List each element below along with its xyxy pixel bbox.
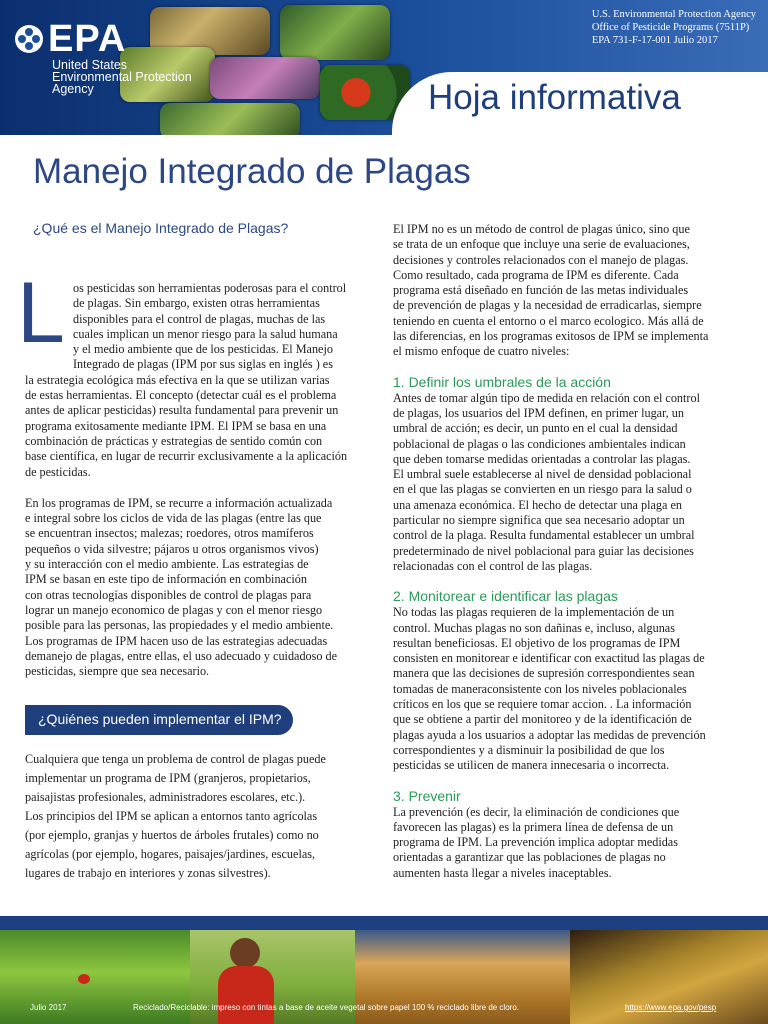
footer-recycle-note: Reciclado/Reciclable: impreso con tintas a base de aceite vegetal sobre papel 100 % reciclado libre de cloro. bbox=[133, 1003, 519, 1012]
section-heading-who-can-implement: ¿Quiénes pueden implementar el IPM? bbox=[38, 711, 282, 727]
agency-name: United States Environmental Protection Agency bbox=[52, 58, 192, 96]
footer-date: Julio 2017 bbox=[30, 1003, 67, 1012]
ladybug-icon bbox=[78, 974, 90, 984]
document-type: Hoja informativa bbox=[428, 78, 681, 117]
ipm-programs-paragraph: En los programas de IPM, se recurre a información actualizada e integral sobre los ciclos de vida de las plagas (entre las que se encuentran insectos; malezas; roedores, otros mamíferos pequeños o vida silvestre; pájaros u otros organismos vivos) y su interacción con el medio ambiente. Las estrategias de IPM se basan en este tipo de información en combinación con otras tecnologías disponibles de control de plagas para lograr un manejo economico de plagas y con el menor riesgo posible para las personas, las propiedades y el medio ambiente. Los programas de IPM hacen uso de las estrategias adecuadas demanejo de plagas, entre ellas, el uso adecuado y cuidadoso de pesticidas, siempre que sea necesario. bbox=[25, 495, 338, 679]
intro-line: la estrategia ecológica más efectiva en la que se utilizan varias bbox=[25, 372, 330, 387]
child-shirt bbox=[218, 966, 274, 1024]
intro-line: y el medio ambiente que de los pesticidas. El Manejo bbox=[73, 342, 333, 357]
intro-line: antes de aplicar pesticidas) resulta fundamental para prevenir un bbox=[25, 403, 339, 418]
four-tier-intro-paragraph: El IPM no es un método de control de plagas único, sino que se trata de un enfoque que incluye una serie de evaluaciones, decisiones y controles relacionados con el manejo de plagas. Como resultado, cada programa de IPM es diferente. Cada programa está diseñado en función de las metas individuales de prevención de plagas y la necesidad de erradicarlas, siempre teniendo en cuenta el entorno o el marco ecologico. Más allá de las diferencias, en los programas exitosos de IPM se implementa el mismo enfoque de cuatro niveles: bbox=[393, 222, 709, 359]
page-title: Manejo Integrado de Plagas bbox=[33, 152, 471, 191]
prevent-paragraph: La prevención (es decir, la eliminación de condiciones que favorecen las plagas) es la primera línea de defensa de un programa de IPM. La prevención implica adoptar medidas orientadas a garantizar que las poblaciones de plagas no aumenten hasta llegar a niveles inaceptables. bbox=[393, 804, 680, 880]
section-heading-action-thresholds: 1. Definir los umbrales de la acción bbox=[393, 373, 611, 390]
right-column bbox=[393, 222, 744, 881]
who-can-implement-paragraph: Cualquiera que tenga un problema de control de plagas puede implementar un programa de IPM (granjeros, propietarios, paisajistas profesionales, administradores escolares, etc.). Los principios del IPM se aplican a entornos tanto agrícolas (por ejemplo, granjas y huertos de árboles frutales) como no agrícolas (por ejemplo, hogares, paisajes/jardines, escuelas, lugares de trabajo en interiores y zonas silvestres). bbox=[25, 752, 326, 880]
monitor-identify-paragraph: No todas las plagas requieren de la implementación de un control. Muchas plagas no son dañinas e, incluso, algunas resultan beneficiosas. El objetivo de los programas de IPM consisten en monitorear e identificar con exactitud las plagas de manera que las decisiones de supresión correspondientes sean tomadas de maneraconsistente con los niveles poblacionales críticos en los que se requiere tomar accion. . La información que se obtiene a partir del monitoreo y de la identificación de plagas ayuda a los usuarios a adoptar las medidas de prevención correspondientes y a disminuir la posibilidad de que los pesticidas se utilicen de manera innecesaria o incorrecta. bbox=[393, 605, 706, 773]
intro-line: de estas herramientas. El concepto (detectar cuál es el problema bbox=[25, 388, 337, 403]
logo-text: EPA bbox=[48, 18, 127, 60]
left-column bbox=[17, 220, 375, 679]
section-heading-what-is-ipm: ¿Qué es el Manejo Integrado de Plagas? bbox=[33, 220, 289, 236]
intro-line: cuales implican un menor riesgo para la salud humana bbox=[73, 326, 338, 341]
epa-logo[interactable] bbox=[14, 18, 192, 95]
intro-line: os pesticidas son herramientas poderosas para el control bbox=[73, 281, 347, 295]
intro-paragraph bbox=[17, 265, 375, 480]
child-figure bbox=[230, 938, 260, 968]
intro-line: Integrado de plagas (IPM por sus siglas en inglés ) es bbox=[73, 357, 333, 372]
intro-line: disponibles para el control de plagas, muchas de las bbox=[73, 311, 326, 326]
action-thresholds-paragraph: Antes de tomar algún tipo de medida en relación con el control de plagas, los usuarios del IPM definen, en primer lugar, un umbral de acción; es decir, un punto en el cual la densidad poblacional de plagas o las condiciones ambientales indican que deben tomarse medidas orientadas a controlar las plagas. El umbral suele establecerse al nivel de densidad poblacional en el que las plagas se convierten en un riesgo para la salud o una amenaza económica. El hecho de detectar una plaga en particular no siempre significa que sea necesario adoptar un control de la plaga. Resulta fundamental establecer un umbral predeterminado de nivel poblacional para guiar las decisiones relacionadas con el control de las plagas. bbox=[393, 390, 700, 573]
epa-flower-icon bbox=[14, 24, 44, 54]
intro-line: programa exitosamente mediante IPM. El IPM se basa en una bbox=[25, 418, 327, 433]
footer-strip bbox=[0, 916, 768, 930]
section-heading-monitor-identify: 2. Monitorear e identificar las plagas bbox=[393, 588, 618, 605]
intro-line: base científica, en lugar de recurrir exclusivamente a la aplicación bbox=[25, 449, 348, 464]
section-heading-prevent: 3. Prevenir bbox=[393, 787, 461, 804]
intro-line: de plagas. Sin embargo, existen otras herramientas bbox=[73, 296, 320, 311]
publication-info: U.S. Environmental Protection Agency Office of Pesticide Programs (7511P) EPA 731-F-17-001 Julio 2017 bbox=[591, 9, 756, 46]
drop-cap: L bbox=[17, 265, 65, 361]
footer-url-link[interactable]: https://www.epa.gov/pesp bbox=[625, 1003, 717, 1012]
intro-line: combinación de prácticas y estrategias de sentido común con bbox=[25, 433, 323, 448]
intro-line: de pesticidas. bbox=[25, 464, 91, 479]
